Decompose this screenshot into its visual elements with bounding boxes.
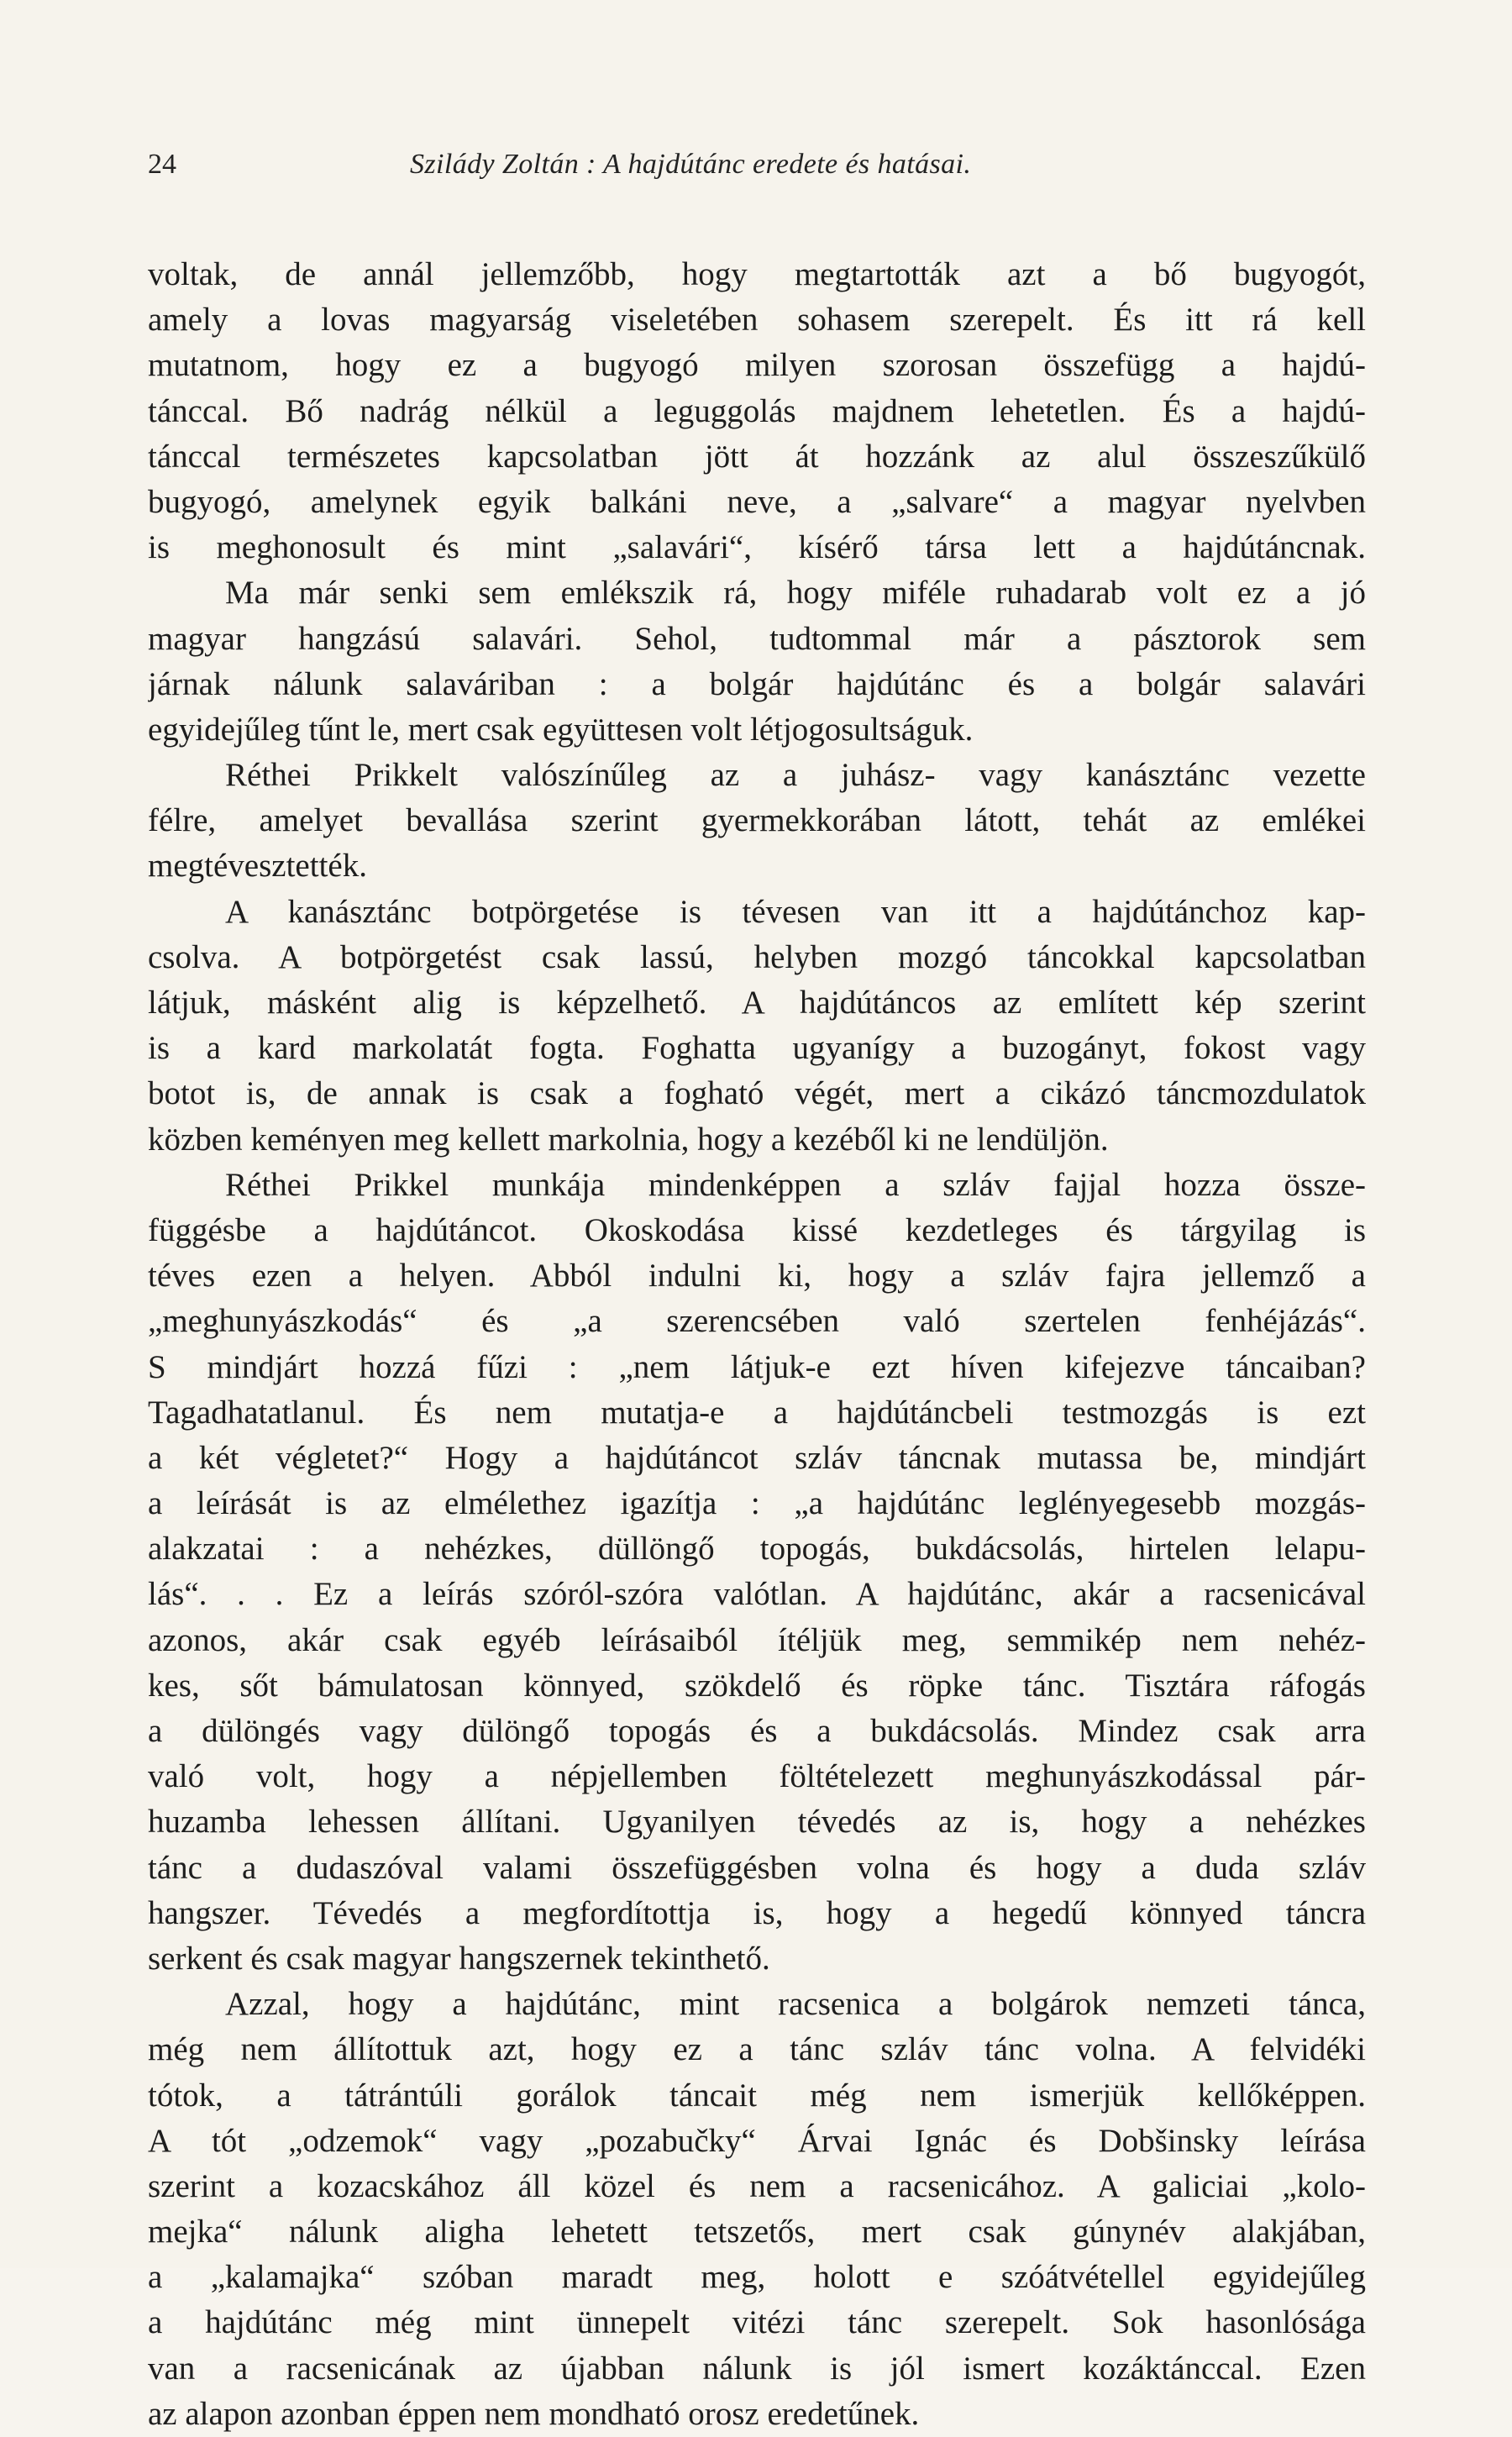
text-line: egyidejűleg tűnt le, mert csak együttesen volt létjogosultságuk. [148,711,974,748]
text-line: botot is, de annak is csak a fogható végét, mert a cikázó táncmozdulatok [148,1075,1366,1112]
text-line: hangszer. Tévedés a megfordítottja is, hogy a hegedű könnyed táncra [148,1894,1366,1931]
text-line: szerint a kozacskához áll közel és nem a racsenicához. A galiciai „kolo- [148,2167,1366,2204]
text-line: mejka“ nálunk aligha lehetett tetszetős, mert csak gúnynév alakjában, [148,2214,1366,2251]
text-line: amely a lovas magyarság viseletében sohasem szerepelt. És itt rá kell [148,302,1366,339]
text-line: tótok, a tátrántúli gorálok táncait még nem ismerjük kellőképpen. [148,2077,1366,2114]
running-title: Szilády Zoltán : A hajdútánc eredete és hatásai. [410,149,972,180]
text-line: téves ezen a helyen. Abból indulni ki, hogy a szláv fajra jellemző a [148,1258,1366,1295]
text-line: látjuk, másként alig is képzelhető. A hajdútáncos az említett kép szerint [148,985,1366,1021]
text-line: van a racsenicának az újabban nálunk is jól ismert kozáktánccal. Ezen [148,2350,1366,2387]
text-line: Azzal, hogy a hajdútánc, mint racsenica a bolgárok nemzeti tánca, [225,1986,1366,2023]
text-line: azonos, akár csak egyéb leírásaiból ítéljük meg, semmikép nem nehéz- [148,1621,1366,1658]
text-line: a hajdútánc még mint ünnepelt vitézi tánc szerepelt. Sok hasonlósága [148,2304,1366,2341]
text-line: A kanásztánc botpörgetése is tévesen van itt a hajdútánchoz kap- [225,893,1366,930]
text-line: mutatnom, hogy ez a bugyogó milyen szorosan összefügg a hajdú- [148,347,1366,384]
text-line: serkent és csak magyar hangszernek tekinthető. [148,1940,770,1977]
text-line: kes, sőt bámulatosan könnyed, szökdelő és röpke tánc. Tisztára ráfogás [148,1667,1366,1704]
body-text [148,252,1366,2437]
text-line: is meghonosult és mint „salavári“, kísérő társa lett a hajdútáncnak. [148,529,1366,566]
text-line: a két végletet?“ Hogy a hajdútáncot szláv táncnak mutassa be, mindjárt [148,1439,1366,1476]
text-line: Réthei Prikkelt valószínűleg az a juhász- vagy kanásztánc vezette [225,757,1366,794]
text-line: Réthei Prikkel munkája mindenképpen a szláv fajjal hozza össze- [225,1166,1366,1203]
text-line: függésbe a hajdútáncot. Okoskodása kissé kezdetleges és tárgyilag is [148,1211,1366,1248]
text-line: közben keményen meg kellett markolnia, hogy a kezéből ki ne lendüljön. [148,1121,1109,1158]
text-line: a dülöngés vagy dülöngő topogás és a bukdácsolás. Mindez csak arra [148,1713,1366,1749]
text-line: tánccal természetes kapcsolatban jött át hozzánk az alul összeszűkülő [148,438,1366,475]
text-line: huzamba lehessen állítani. Ugyanilyen tévedés az is, hogy a nehézkes [148,1804,1366,1841]
text-line: még nem állítottuk azt, hogy ez a tánc szláv tánc volna. A felvidéki [148,2031,1366,2068]
text-line: tánccal. Bő nadrág nélkül a leguggolás majdnem lehetetlen. És a hajdú- [148,392,1366,429]
text-line: félre, amelyet bevallása szerint gyermekkorában látott, tehát az emlékei [148,802,1366,839]
text-line: alakzatai : a nehézkes, düllöngő topogás, bukdácsolás, hirtelen lelapu- [148,1531,1366,1568]
text-line: tánc a dudaszóval valami összefüggésben volna és hogy a duda szláv [148,1849,1366,1886]
text-line: Tagadhatatlanul. És nem mutatja-e a hajdútáncbeli testmozgás is ezt [148,1394,1366,1431]
text-line: voltak, de annál jellemzőbb, hogy megtartották azt a bő bugyogót, [148,256,1366,292]
text-line: lás“. . . Ez a leírás szóról-szóra valótlan. A hajdútánc, akár a racsenicával [148,1576,1366,1613]
text-line: Ma már senki sem emlékszik rá, hogy miféle ruhadarab volt ez a jó [225,575,1366,612]
text-line: a leírását is az elmélethez igazítja : „a hajdútánc leglényegesebb mozgás- [148,1485,1366,1522]
text-line: járnak nálunk salaváriban : a bolgár hajdútánc és a bolgár salavári [148,665,1366,702]
text-line: S mindjárt hozzá fűzi : „nem látjuk-e ezt híven kifejezve táncaiban? [148,1348,1366,1385]
text-line: megtévesztették. [148,848,367,885]
text-line: az alapon azonban éppen nem mondható orosz eredetűnek. [148,2395,920,2432]
text-line: „meghunyászkodás“ és „a szerencsében való szertelen fenhéjázás“. [148,1303,1366,1340]
running-header [148,143,1366,186]
text-line: bugyogó, amelynek egyik balkáni neve, a „salvare“ a magyar nyelvben [148,483,1366,520]
text-line: A tót „odzemok“ vagy „pozabučky“ Árvai Ignác és Dobšinsky leírása [148,2122,1366,2159]
text-line: magyar hangzású salavári. Sehol, tudtommal már a pásztorok sem [148,620,1366,657]
page-number: 24 [148,149,176,180]
text-line: a „kalamajka“ szóban maradt meg, holott e szóátvétellel egyidejűleg [148,2259,1366,2296]
text-line: is a kard markolatát fogta. Foghatta ugyanígy a buzogányt, fokost vagy [148,1030,1366,1067]
text-line: való volt, hogy a népjellemben föltételezett meghunyászkodással pár- [148,1758,1366,1795]
text-line: csolva. A botpörgetést csak lassú, helyben mozgó táncokkal kapcsolatban [148,938,1366,975]
